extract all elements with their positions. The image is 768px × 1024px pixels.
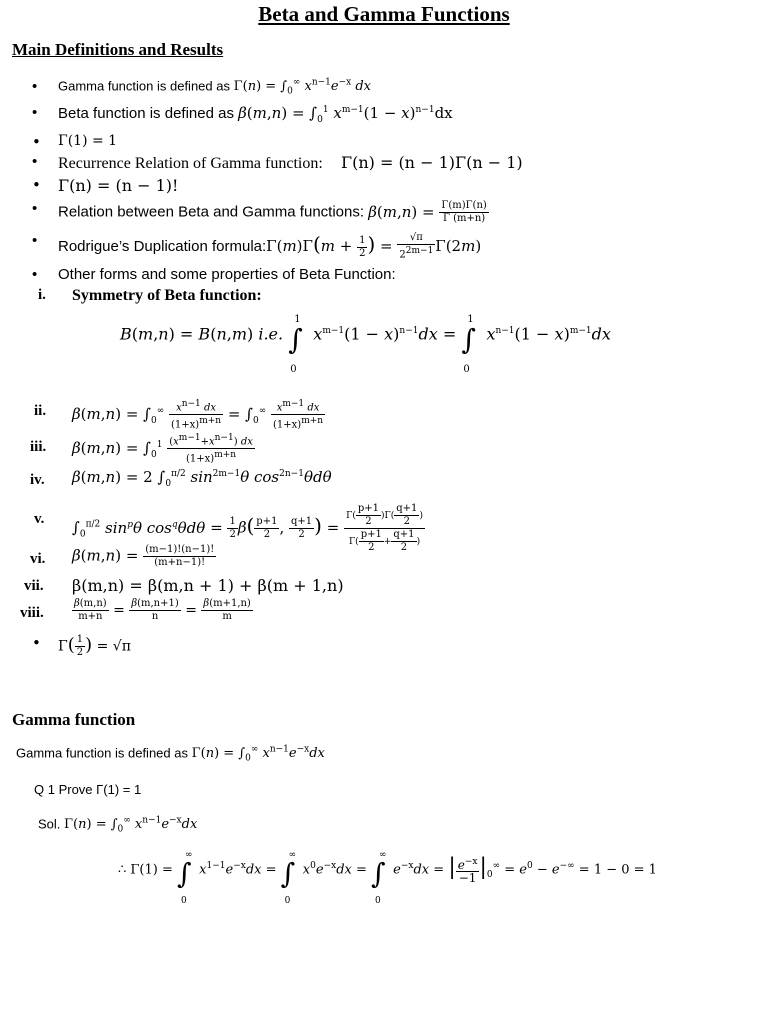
beta-def-text: Beta function is defined as [58, 105, 234, 122]
page-title: Beta and Gamma Functions [258, 2, 510, 26]
formula-vii: β(m,n) = β(m,n + 1) + β(m + 1,n) [72, 576, 344, 595]
bullet-gamma-definition [58, 78, 371, 97]
formula-viii: $\frac{\beta(m,n)}{m+n}$ = $\frac{\beta(m,n+1)}{n}$ = $\frac{\beta(m+1,n)}{m}$ [74, 598, 251, 622]
symmetry-title: Symmetry of Beta function: [72, 287, 262, 304]
label-iii: iii. [30, 439, 47, 455]
label-vi: vi. [30, 551, 46, 567]
bullet-gamma-one: • Γ(1) = 1 [58, 133, 117, 149]
sol-label: Sol. [38, 816, 61, 832]
bullet-duplication [58, 232, 481, 262]
symmetry-formula: B(m,n) = B(n,m) i.e. 1 ∫ 0 $x^{m-1}(1 - x)^{n-1}dx$ = 1 ∫ 0 $x^{n-1}(1 - x)^{m-1}dx$ [120, 314, 611, 375]
formula-vi: β(m,n) = $\frac{(m-1)!(n-1)!}{(m+n-1)!}$ [72, 544, 215, 568]
bullet-beta-definition [58, 104, 453, 125]
bullet-other-forms: • Other forms and some properties of Beta Function: [58, 266, 396, 283]
formula-iv: β(m,n) = 2 $\int_0^{\pi/2}$ $\sin^{2m-1}\theta$ $\cos^{2n-1}\theta d\theta$ [72, 468, 332, 489]
duplication-formula: Γ(m)Γ(m + $\frac{1}{2}$ ) = $\frac{√\pi}{2^{2m-1}}$ Γ(2m) [266, 232, 482, 261]
label-v: v. [34, 511, 45, 527]
label-ii: ii. [34, 403, 47, 419]
formula-iii: $\beta(m,n) = \int_0^1$ $\frac{(x^{m-1}+x^{n-1}) dx}{(1+x)^{m+n}}$ [72, 433, 253, 465]
section-heading-gamma: Gamma function [12, 710, 136, 729]
gamma-def-text: Gamma function is defined as [58, 78, 230, 94]
recurrence-formula: Γ(n) = (n − 1)Γ(n − 1) [340, 153, 523, 172]
bullet-relation [58, 200, 489, 225]
beta-def-formula: $\beta(m,n) = \int_0^1$ $x^{m-1}(1 - x)^{n-1}dx$ [238, 104, 453, 125]
recurrence-text: Recurrence Relation of Gamma function: [58, 155, 323, 172]
bullet-gamma-half: • Γ( $\frac{1}{2}$ ) = √π [58, 634, 131, 659]
section-heading-main: Main Definitions and Results [12, 40, 224, 59]
solution-derivation: ∴ Γ(1) = ∞ ∫ 0 $x^{1-1}e^{-x}dx$ = ∞ ∫ 0 $x^0e^{-x}dx$ = ∞ ∫ 0 $e^{-x}dx$ = | $\frac{e^{-x}}{-1}$ $|_0^\infty = e^0 - e^{-\infty} = 1 - 0 = 1$ [118, 850, 657, 906]
gamma-section-def-text: Gamma function is defined as [16, 745, 188, 761]
bullet-factorial: • Γ(n) = (n − 1)! [58, 176, 178, 195]
duplication-text: Rodrigue’s Duplication formula: [58, 238, 267, 255]
formula-ii: $\beta(m,n) = \int_0^\infty$ $\frac{x^{n-1} dx}{(1+x)^{m+n}}$ = $\int_0^\infty$ $\frac{x^{m-1} dx}{(1+x)^{m+n}}$ [72, 399, 324, 431]
label-viii: viii. [20, 605, 44, 621]
gamma-section-definition: Gamma function is defined as $\Gamma(n) = \int_0^\infty$ $x^{n-1}e^{-x}dx$ [16, 745, 325, 764]
formula-v: $\int_0^{\pi/2}$ $\sin^p\theta$ $\cos^q\theta d\theta$ = $\frac{1}{2}$ β( $\frac{p+1}{2}$ , $\frac{q+1}{2}$ ) = Γ( $\frac{p+1}{2}$ )Γ( $\frac{q+1}{2}$ ) Γ( $\frac{p+1}{2}$ + $\frac{q+1}{2}$ ) [72, 503, 423, 553]
relation-text: Relation between Beta and Gamma functions: [58, 203, 365, 221]
label-vii: vii. [24, 578, 44, 594]
relation-formula: β(m,n) = $\frac{\Gamma(m)\Gamma(n)}{\Gamma (m+n)}$ [368, 200, 487, 224]
bullet-recurrence [58, 153, 523, 173]
gamma-def-formula: $\Gamma(n) = \int_0^\infty$ $x^{n-1}e^{-x}$ dx [233, 78, 372, 97]
label-i: i. [38, 287, 46, 303]
solution-line: Sol. $\Gamma(n) = \int_0^\infty$ $x^{n-1}e^{-x}dx$ [38, 816, 198, 835]
label-iv: iv. [30, 472, 45, 488]
question-1: Q 1 Prove Γ(1) = 1 [34, 782, 142, 797]
